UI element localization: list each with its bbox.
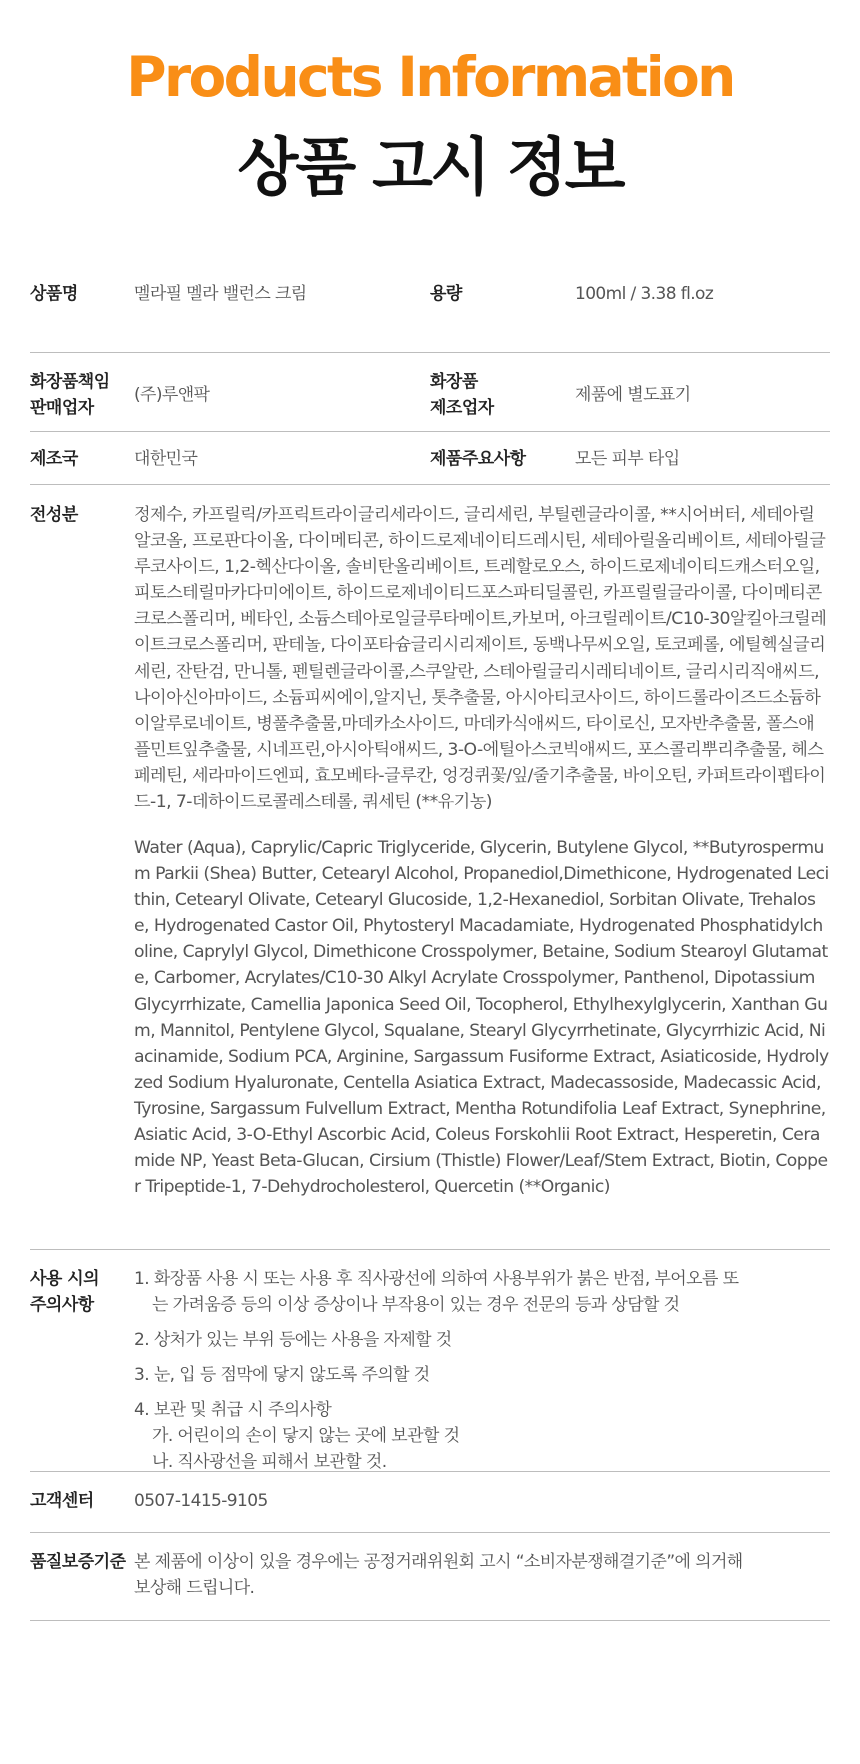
row-seller-maker: [30, 353, 830, 432]
caution-list: [134, 1266, 830, 1484]
row-ingredients: [30, 485, 830, 1250]
seller-label-line1: 화장품책임: [30, 372, 110, 392]
title-korean: 상품 고시 정보: [237, 131, 623, 204]
caution-item-4-a: 가. 어린이의 손이 닿지 않는 곳에 보관할 것: [152, 1426, 460, 1446]
country-value: 대한민국: [134, 449, 198, 469]
ingredients-korean: 정제수, 카프릴릭/카프릭트라이글리세라이드, 글리세린, 부틸렌글라이콜, **시어버터, 세테아릴알코올, 프로판다이올, 다이메티콘, 하이드로제네이티드레시틴, 세테아릴올리베이트, 세테아릴글루코사이드, 1,2-헥산다이올, 솔비탄올리베이트, 트레할로오스, 하이드로제네이티드캐스터오일, 피토스테릴마카다미에이트, 하이드로제네이티드포스파티딜콜린, 카프릴릴글라이콜, 다이메티콘크로스폴리머, 베타인, 소듐스테아로일글루타메이트,카보머, 아크릴레이트/C10-30알킬아크릴레이트크로스폴리머, 판테놀, 다이포타슘글리시리제이트, 동백나무씨오일, 토코페롤, 에틸헥실글리세린, 잔탄검, 만니톨, 펜틸렌글라이콜,스쿠알란, 스테아릴글리시레티네이트, 글리시리직애씨드, 나이아신아마이드, 소듐피씨에이,알지닌, 톳추출물, 아시아티코사이드, 하이드롤라이즈드소듐하이알루로네이트, 병풀추출물,마데카소사이드, 마데카식애씨드, 타이로신, 모자반추출물, 폴스애플민트잎추출물, 시네프린,아시아틱애씨드, 3-O-에틸아스코빅애씨드, 포스콜리뿌리추출물, 헤스페레틴, 세라마이드엔피, 효모베타-글루칸, 엉겅퀴꽃/잎/줄기추출물, 바이오틴, 카퍼트라이펩타이드-1, 7-데하이드로콜레스테롤, 쿼세틴 (**유기농): [134, 505, 827, 813]
spec-label: 제품주요사항: [430, 449, 526, 469]
row-caution: [30, 1250, 830, 1472]
row-quality: [30, 1533, 830, 1621]
quality-text: [134, 1549, 743, 1601]
row-customer-service: [30, 1472, 830, 1533]
ingredients-english: Water (Aqua), Caprylic/Capric Triglyceride, Glycerin, Butylene Glycol, **Butyrospermum Parkii (Shea) Butter, Cetearyl Alcohol, Propanediol,Dimethicone, Hydrogenated Lecithin, Cetearyl Olivate, Cetearyl Glucoside, 1,2-Hexanediol, Sorbitan Olivate, Trehalose, Hydrogenated Castor Oil, Phytosteryl Macadamiate, Hydrogenated Phosphatidylcholine, Caprylyl Glycol, Dimethicone Crosspolymer, Betaine, Sodium Stearoyl Glutamate, Carbomer, Acrylates/C10-30 Alkyl Acrylate Crosspolymer, Panthenol, Dipotassium Glycyrrhizate, Camellia Japonica Seed Oil, Tocopherol, Ethylhexylglycerin, Xanthan Gum, Mannitol, Pentylene Glycol, Squalane, Stearyl Glycyrrhetinate, Glycyrrhizic Acid, Niacinamide, Sodium PCA, Arginine, Sargassum Fusiforme Extract, Asiaticoside, Hydrolyzed Sodium Hyaluronate, Centella Asiatica Extract, Madecassoside, Madecassic Acid, Tyrosine, Sargassum Fulvellum Extract, Mentha Rotundifolia Leaf Extract, Synephrine, Asiatic Acid, 3-O-Ethyl Ascorbic Acid, Coleus Forskohlii Root Extract, Hesperetin, Ceramide NP, Yeast Beta-Glucan, Cirsium (Thistle) Flower/Leaf/Stem Extract, Biotin, Copper Tripeptide-1, 7-Dehydrocholesterol, Quercetin (**Organic): [134, 838, 829, 1198]
info-table: [30, 284, 830, 1621]
maker-label-line2: 제조업자: [430, 398, 494, 418]
caution-item-1-line2: 는 가려움증 등의 이상 증상이나 부작용이 있는 경우 전문의 등과 상담할 것: [152, 1295, 680, 1315]
caution-item-4: [134, 1397, 830, 1475]
country-label: 제조국: [30, 449, 78, 469]
spec-value: 모든 피부 타입: [575, 449, 680, 469]
maker-label-line1: 화장품: [430, 372, 478, 392]
caution-label: [30, 1266, 99, 1318]
quality-label: 품질보증기준: [30, 1552, 126, 1572]
caution-item-1: [134, 1266, 830, 1318]
ingredients-label: 전성분: [30, 505, 78, 525]
volume-value: 100ml / 3.38 fl.oz: [575, 284, 714, 304]
seller-label: [30, 369, 110, 421]
quality-text-line2: 보상해 드립니다.: [134, 1578, 255, 1598]
caution-item-4-b: 나. 직사광선을 피해서 보관할 것.: [152, 1452, 387, 1472]
service-label: 고객센터: [30, 1491, 94, 1511]
seller-value: (주)루앤팍: [134, 385, 210, 405]
caution-label-line2: 주의사항: [30, 1295, 94, 1315]
product-name-label: 상품명: [30, 284, 78, 304]
seller-label-line2: 판매업자: [30, 398, 94, 418]
product-name-value: 멜라필 멜라 밸런스 크림: [134, 284, 307, 304]
row-country-spec: [30, 432, 830, 485]
caution-item-1-line1: 1. 화장품 사용 시 또는 사용 후 직사광선에 의하여 사용부위가 붉은 반점, 부어오름 또: [134, 1269, 739, 1289]
maker-value: 제품에 별도표기: [575, 385, 691, 405]
caution-item-3: 3. 눈, 입 등 점막에 닿지 않도록 주의할 것: [134, 1365, 430, 1385]
caution-item-2: 2. 상처가 있는 부위 등에는 사용을 자제할 것: [134, 1330, 452, 1350]
volume-label: 용량: [430, 284, 462, 304]
maker-label: [430, 369, 494, 421]
caution-item-4-title: 4. 보관 및 취급 시 주의사항: [134, 1400, 332, 1420]
quality-text-line1: 본 제품에 이상이 있을 경우에는 공정거래위원회 고시 “소비자분쟁해결기준”에 의거해: [134, 1552, 743, 1572]
row-product-name: [30, 284, 830, 353]
title-english: Products Information: [126, 45, 734, 109]
caution-label-line1: 사용 시의: [30, 1269, 100, 1289]
service-phone[interactable]: 0507-1415-9105: [134, 1491, 268, 1511]
